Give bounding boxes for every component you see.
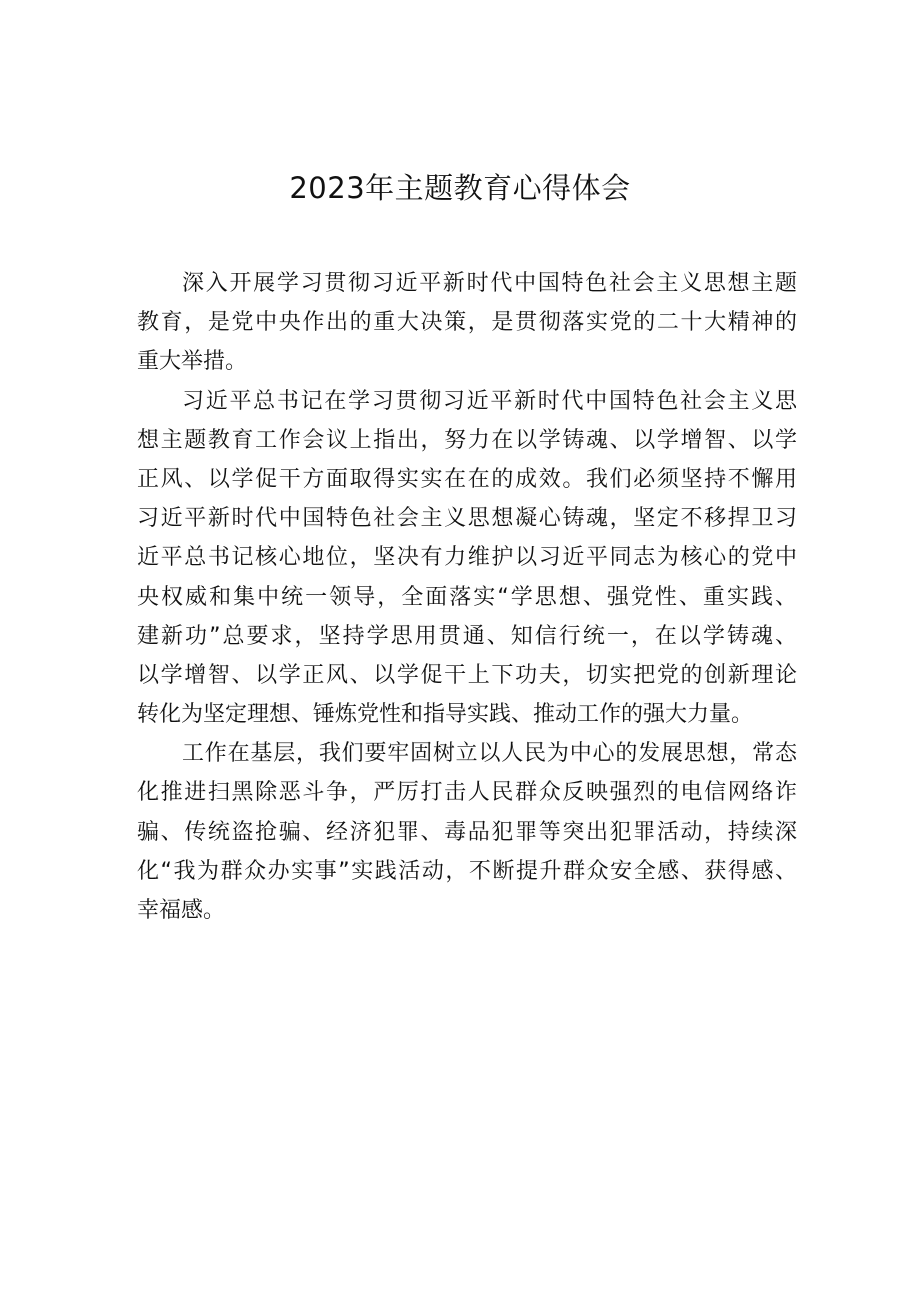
paragraph-line: 以学增智、以学正风、以学促干上下功夫，切实把党的创新理论 xyxy=(137,662,797,688)
paragraph-line: 深入开展学习贯彻习近平新时代中国特色社会主义思想主题 xyxy=(182,271,797,296)
paragraph-line: 转化为坚定理想、锤炼党性和指导实践、推动工作的强大力量。 xyxy=(137,702,754,728)
paragraph-line: 习近平新时代中国特色社会主义思想凝心铸魂，坚定不移捍卫习 xyxy=(137,506,797,532)
paragraph-3 xyxy=(137,734,797,930)
paragraph-line: 教育，是党中央作出的重大决策，是贯彻落实党的二十大精神的 xyxy=(137,310,797,336)
paragraph-2 xyxy=(137,382,797,735)
paragraph-line: 近平总书记核心地位，坚决有力维护以习近平同志为核心的党中 xyxy=(137,545,797,571)
document-title: 2023年主题教育心得体会 xyxy=(289,171,631,205)
paragraph-line: 想主题教育工作会议上指出，努力在以学铸魂、以学增智、以学 xyxy=(137,427,797,453)
paragraph-line: 重大举措。 xyxy=(137,349,248,375)
paragraph-line: 骗、传统盗抢骗、经济犯罪、毒品犯罪等突出犯罪活动，持续深 xyxy=(137,819,797,845)
paragraph-line: 建新功”总要求，坚持学思用贯通、知信行统一，在以学铸魂、 xyxy=(137,623,797,649)
paragraph-line: 央权威和集中统一领导，全面落实“学思想、强党性、重实践、 xyxy=(137,584,797,610)
paragraph-line: 正风、以学促干方面取得实实在在的成效。我们必须坚持不懈用 xyxy=(137,466,797,492)
paragraph-line: 幸福感。 xyxy=(137,898,226,923)
paragraph-line: 化“我为群众办实事”实践活动，不断提升群众安全感、获得感、 xyxy=(137,858,797,884)
document-body xyxy=(137,264,797,930)
paragraph-line: 工作在基层，我们要牢固树立以人民为中心的发展思想，常态 xyxy=(182,741,797,767)
paragraph-line: 习近平总书记在学习贯彻习近平新时代中国特色社会主义思 xyxy=(182,388,797,414)
paragraph-1 xyxy=(137,264,797,382)
paragraph-line: 化推进扫黑除恶斗争，严厉打击人民群众反映强烈的电信网络诈 xyxy=(137,780,797,806)
